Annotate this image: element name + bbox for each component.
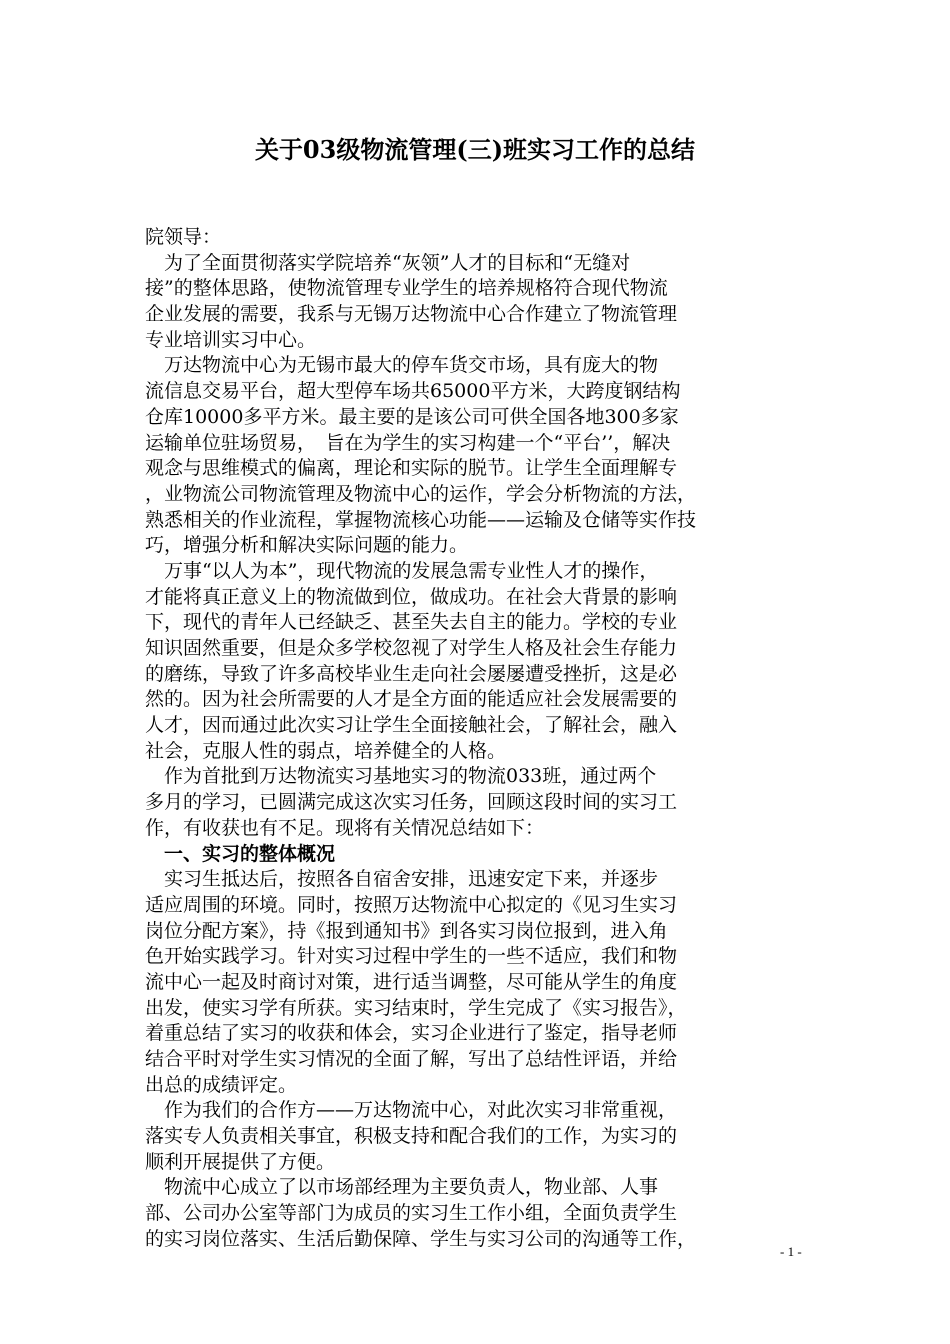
body-line: 的实习岗位落实、生活后勤保障、学生与实习公司的沟通等工作， [145,1227,697,1250]
body-line: 多月的学习，已圆满完成这次实习任务，回顾这段时间的实习工 [145,791,678,814]
document-body [145,225,810,1253]
body-line: 落实专人负责相关事宜，积极支持和配合我们的工作，为实习的 [145,1125,678,1148]
body-line: 的磨练，导致了许多高校毕业生走向社会屡屡遭受挫折，这是必 [145,662,678,685]
body-line: 为了全面贯彻落实学院培养“灰领”人才的目标和“无缝对 [145,251,631,274]
body-line: 作，有收获也有不足。现将有关情况总结如下： [145,816,545,839]
body-line: 顺利开展提供了方便。 [145,1150,336,1173]
body-line: 作为首批到万达物流实习基地实习的物流033班，通过两个 [145,765,657,788]
body-line: 实习生抵达后，按照各自宿舍安排，迅速安定下来，并逐步 [145,868,659,891]
body-line: 出总的成绩评定。 [145,1073,298,1096]
body-line: 流中心一起及时商讨对策，进行适当调整，尽可能从学生的角度 [145,970,678,993]
section-heading: 一、实习的整体概况 [145,842,336,865]
body-line: 部、公司办公室等部门为成员的实习生工作小组，全面负责学生 [145,1202,678,1225]
body-line: 然的。因为社会所需要的人才是全方面的能适应社会发展需要的 [145,688,678,711]
body-line: 物流中心成立了以市场部经理为主要负责人，物业部、人事 [145,1176,659,1199]
body-line: 岗位分配方案》，持《报到通知书》到各实习岗位报到，进入角 [145,919,668,942]
body-line: 出发，使实习学有所获。实习结束时，学生完成了《实习报告》， [145,996,687,1019]
body-line: 流信息交易平台，超大型停车场共65000平方米，大跨度钢结构 [145,380,681,403]
body-line: 才能将真正意义上的物流做到位，做成功。在社会大背景的影响 [145,585,678,608]
body-line: 社会，克服人性的弱点，培养健全的人格。 [145,739,507,762]
body-line: 作为我们的合作方——万达物流中心，对此次实习非常重视， [145,1099,678,1122]
body-line: 知识固然重要，但是众多学校忽视了对学生人格及社会生存能力 [145,637,678,659]
body-line: 色开始实践学习。针对实习过程中学生的一些不适应，我们和物 [145,945,678,968]
page-number: - 1 - [780,1244,802,1259]
document-title: 关于03级物流管理(三)班实习工作的总结 [254,135,696,164]
body-line: 适应周围的环境。同时，按照万达物流中心拟定的《见习生实习 [145,893,678,916]
body-line: 人才，因而通过此次实习让学生全面接触社会，了解社会，融入 [145,714,678,737]
body-line: 专业培训实习中心。 [145,328,317,351]
body-line: 下，现代的青年人已经缺乏、甚至失去自主的能力。学校的专业 [145,611,678,634]
body-line: 万达物流中心为无锡市最大的停车货交市场，具有庞大的物 [145,354,659,377]
body-line: 运输单位驻场贸易， 旨在为学生的实习构建一个“平台’’，解决 [145,431,671,454]
body-line: 接”的整体思路，使物流管理专业学生的培养规格符合现代物流 [145,277,668,300]
body-line: 企业发展的需要，我系与无锡万达物流中心合作建立了物流管理 [145,303,678,326]
body-line: 熟悉相关的作业流程，掌握物流核心功能——运输及仓储等实作技 [145,508,697,531]
body-line: ，业物流公司物流管理及物流中心的运作，学会分析物流的方法， [145,482,697,505]
body-line: 着重总结了实习的收获和体会，实习企业进行了鉴定，指导老师 [145,1022,678,1045]
salutation: 院领导： [145,226,222,248]
body-line: 观念与思维模式的偏离，理论和实际的脱节。让学生全面理解专 [145,457,678,480]
body-line: 结合平时对学生实习情况的全面了解，写出了总结性评语，并给 [145,1048,678,1070]
body-line: 巧，增强分析和解决实际问题的能力。 [145,534,469,557]
body-line: 仓库10000多平方米。最主要的是该公司可供全国各地300多家 [145,405,679,428]
body-line: 万事“以人为本”，现代物流的发展急需专业性人才的操作， [145,559,659,582]
